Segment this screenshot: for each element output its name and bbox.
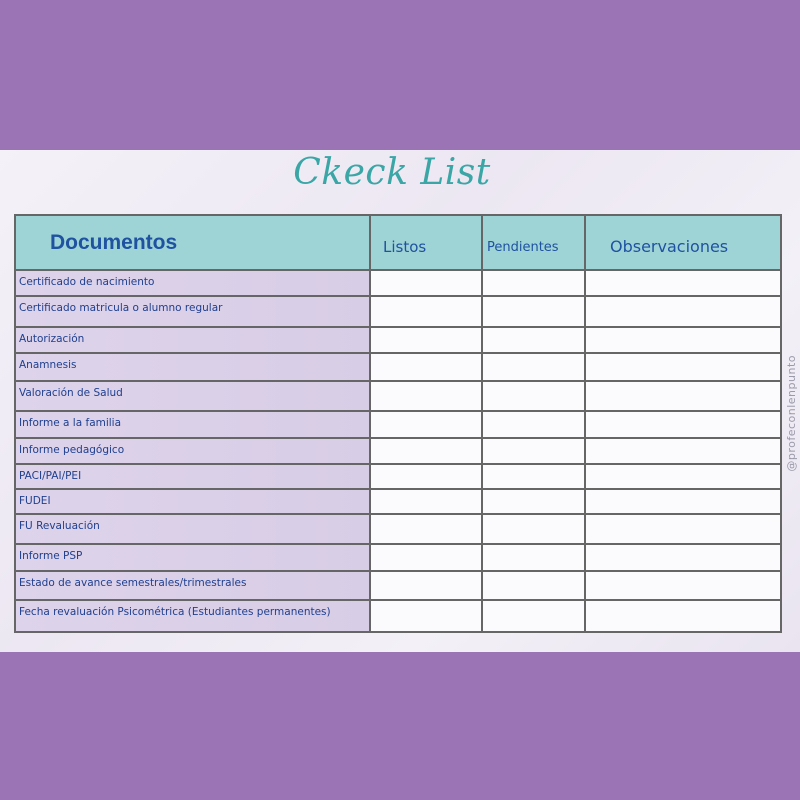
- pendientes-cell[interactable]: [482, 464, 585, 489]
- table-row: [15, 270, 781, 296]
- observaciones-cell[interactable]: [585, 438, 781, 464]
- listos-cell[interactable]: [370, 571, 482, 600]
- table-row: [15, 296, 781, 327]
- pendientes-cell[interactable]: [482, 438, 585, 464]
- observaciones-cell[interactable]: [585, 296, 781, 327]
- header-listos: Listos: [370, 215, 482, 270]
- listos-cell[interactable]: [370, 296, 482, 327]
- pendientes-cell[interactable]: [482, 327, 585, 353]
- document-name-cell: Certificado de nacimiento: [15, 270, 370, 296]
- header-documentos: Documentos: [15, 215, 370, 270]
- observaciones-cell[interactable]: [585, 600, 781, 632]
- pendientes-cell[interactable]: [482, 514, 585, 544]
- table-row: [15, 381, 781, 411]
- table-row: [15, 327, 781, 353]
- watermark-handle: @profeconlenpunto: [785, 355, 798, 472]
- document-name-cell: Estado de avance semestrales/trimestrales: [15, 571, 370, 600]
- pendientes-cell[interactable]: [482, 571, 585, 600]
- document-name-cell: Autorización: [15, 327, 370, 353]
- pendientes-cell[interactable]: [482, 381, 585, 411]
- observaciones-cell[interactable]: [585, 464, 781, 489]
- observaciones-cell[interactable]: [585, 381, 781, 411]
- observaciones-cell[interactable]: [585, 327, 781, 353]
- table-row: [15, 600, 781, 632]
- table-row: [15, 489, 781, 514]
- document-name-cell: FUDEI: [15, 489, 370, 514]
- listos-cell[interactable]: [370, 489, 482, 514]
- listos-cell[interactable]: [370, 438, 482, 464]
- observaciones-cell[interactable]: [585, 571, 781, 600]
- document-name-cell: Informe PSP: [15, 544, 370, 571]
- checklist-table: [14, 214, 782, 633]
- document-name-cell: Informe a la familia: [15, 411, 370, 438]
- table-row: [15, 571, 781, 600]
- listos-cell[interactable]: [370, 270, 482, 296]
- document-name-cell: Valoración de Salud: [15, 381, 370, 411]
- table-header-row: [15, 215, 781, 270]
- checklist-card: [0, 150, 800, 652]
- observaciones-cell[interactable]: [585, 411, 781, 438]
- observaciones-cell[interactable]: [585, 270, 781, 296]
- page-title: Ckeck List: [293, 152, 491, 193]
- document-name-cell: Informe pedagógico: [15, 438, 370, 464]
- document-name-cell: Fecha revaluación Psicométrica (Estudiantes permanentes): [15, 600, 370, 632]
- table-row: [15, 464, 781, 489]
- document-name-cell: Certificado matricula o alumno regular: [15, 296, 370, 327]
- listos-cell[interactable]: [370, 544, 482, 571]
- observaciones-cell[interactable]: [585, 514, 781, 544]
- pendientes-cell[interactable]: [482, 411, 585, 438]
- listos-cell[interactable]: [370, 353, 482, 381]
- listos-cell[interactable]: [370, 411, 482, 438]
- table-row: [15, 411, 781, 438]
- observaciones-cell[interactable]: [585, 353, 781, 381]
- table-row: [15, 438, 781, 464]
- header-observaciones: Observaciones: [585, 215, 781, 270]
- listos-cell[interactable]: [370, 464, 482, 489]
- pendientes-cell[interactable]: [482, 544, 585, 571]
- document-name-cell: PACI/PAI/PEI: [15, 464, 370, 489]
- pendientes-cell[interactable]: [482, 353, 585, 381]
- table-row: [15, 353, 781, 381]
- table-row: [15, 544, 781, 571]
- table-row: [15, 514, 781, 544]
- listos-cell[interactable]: [370, 514, 482, 544]
- pendientes-cell[interactable]: [482, 296, 585, 327]
- listos-cell[interactable]: [370, 381, 482, 411]
- header-pendientes: Pendientes: [482, 215, 585, 270]
- pendientes-cell[interactable]: [482, 489, 585, 514]
- document-name-cell: FU Revaluación: [15, 514, 370, 544]
- pendientes-cell[interactable]: [482, 600, 585, 632]
- document-name-cell: Anamnesis: [15, 353, 370, 381]
- listos-cell[interactable]: [370, 327, 482, 353]
- pendientes-cell[interactable]: [482, 270, 585, 296]
- observaciones-cell[interactable]: [585, 544, 781, 571]
- listos-cell[interactable]: [370, 600, 482, 632]
- observaciones-cell[interactable]: [585, 489, 781, 514]
